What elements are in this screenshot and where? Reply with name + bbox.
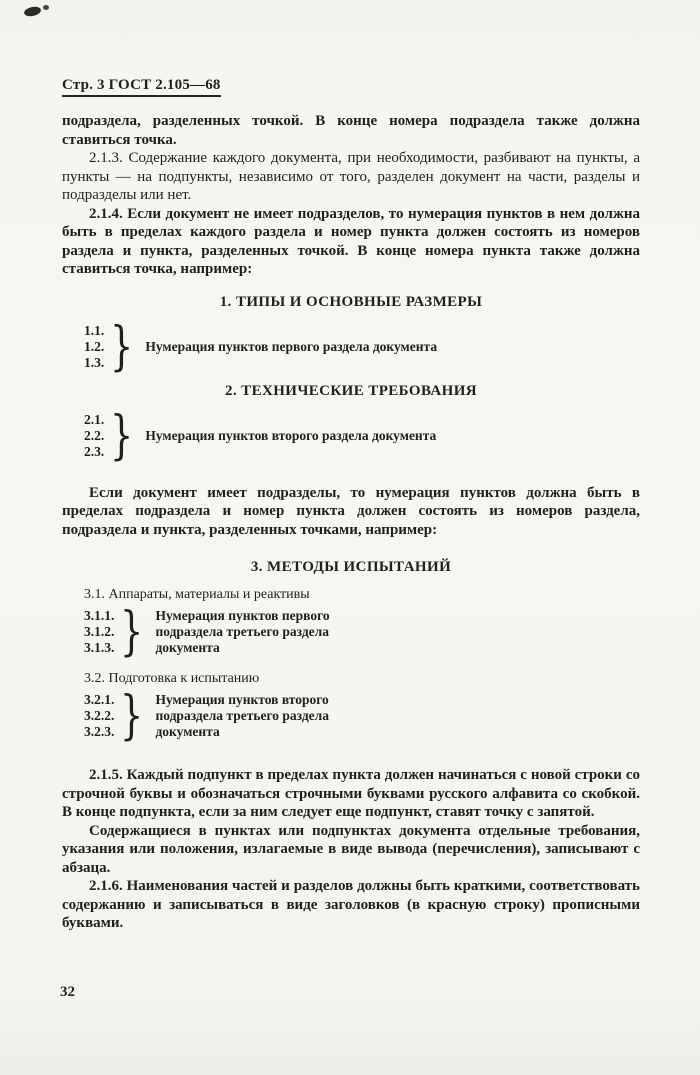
- list-item: 3.1.2.: [84, 624, 115, 639]
- right-brace-glyph: }: [120, 686, 144, 746]
- paragraph-2-1-6: 2.1.6. Наименования частей и разделов должны быть краткими, соответствовать содержанию и записываться в виде заголовков (в красную строку) прописными буквами.: [62, 878, 640, 931]
- list-numbers: [84, 608, 114, 656]
- paragraph-2-1-3: 2.1.3. Содержание каждого документа, при необходимости, разбивают на пункты, а пункты — на подпункты, независимо от того, разделен документ на части, разделы и подразделы или нет.: [62, 150, 640, 203]
- list-item: 2.1.: [84, 411, 105, 427]
- list-item: 3.2.2.: [84, 708, 115, 723]
- example-list-1: [84, 316, 640, 377]
- list-caption: Нумерация пунктов второго раздела документа: [145, 427, 437, 443]
- caption-line: подраздела третьего раздела: [155, 624, 329, 639]
- caption-line: подраздела третьего раздела: [155, 708, 329, 723]
- paragraph-contained: Содержащиеся в пунктах или подпунктах документа отдельные требования, указания или положения, излагаемые в виде вывода (перечисления), записывают с абзаца.: [62, 822, 640, 876]
- paragraph-intro: подраздела, разделенных точкой. В конце номера подраздела также должна ставиться точка.: [62, 113, 640, 148]
- right-brace-glyph: }: [110, 405, 134, 466]
- paragraph-2-1-5: 2.1.5. Каждый подпункт в пределах пункта должен начинаться с новой строки со строчной буквы и обозначаться строчными буквами русского алфавита со скобкой. В конце подпункта, если за ним следует еще подпункт, ставят точку с запятой.: [62, 767, 640, 820]
- caption-line: документа: [155, 724, 220, 739]
- subsection-3-2: 3.2. Подготовка к испытанию: [84, 671, 260, 686]
- caption-line: Нумерация пунктов второго: [155, 692, 329, 707]
- ink-spot: [43, 5, 49, 10]
- caption-line: Нумерация пунктов первого: [155, 608, 330, 623]
- list-item: 2.2.: [84, 427, 105, 443]
- list-numbers: [84, 412, 104, 460]
- subsection-3-1: 3.1. Аппараты, материалы и реактивы: [84, 587, 310, 602]
- page-content: [62, 76, 640, 933]
- example-list-3-2: [84, 686, 640, 746]
- paragraph-mid: Если документ имеет подразделы, то нумерация пунктов должна быть в пределах подраздела и номер пункта должен состоять из номеров раздела, подраздела и пункта, разделенных точками, например:: [62, 484, 640, 538]
- page-number: 32: [60, 984, 75, 1000]
- list-item: 1.1.: [84, 322, 105, 338]
- list-item: 3.1.1.: [84, 608, 115, 623]
- list-numbers: [84, 692, 114, 740]
- paragraph-2-1-4: 2.1.4. Если документ не имеет подразделов, то нумерация пунктов в нем должна быть в пределах каждого раздела и номер пункта должен состоять из номеров раздела и пункта, разделенных точкой. В конце номера пункта также должна ставиться точка, например:: [62, 205, 640, 277]
- list-item: 3.2.3.: [84, 724, 115, 739]
- list-item: 3.1.3.: [84, 640, 115, 655]
- caption-line: документа: [155, 640, 220, 655]
- section-heading-1: 1. ТИПЫ И ОСНОВНЫЕ РАЗМЕРЫ: [219, 293, 483, 310]
- page-header: Стр. 3 ГОСТ 2.105—68: [62, 77, 221, 97]
- list-caption: [155, 608, 329, 656]
- list-item: 1.3.: [84, 354, 105, 370]
- list-item: 2.3.: [84, 443, 105, 459]
- right-brace-glyph: }: [120, 602, 144, 662]
- section-heading-2: 2. ТЕХНИЧЕСКИЕ ТРЕБОВАНИЯ: [224, 382, 478, 399]
- right-brace-glyph: }: [110, 316, 134, 377]
- example-list-2: [84, 405, 640, 466]
- list-item: 3.2.1.: [84, 692, 115, 707]
- example-list-3-1: [84, 602, 640, 662]
- list-numbers: [84, 323, 104, 371]
- list-item: 1.2.: [84, 338, 105, 354]
- section-heading-3: 3. МЕТОДЫ ИСПЫТАНИЙ: [250, 559, 452, 575]
- list-caption: [155, 692, 329, 740]
- list-caption: Нумерация пунктов первого раздела документа: [145, 338, 438, 354]
- ink-spot: [23, 5, 41, 17]
